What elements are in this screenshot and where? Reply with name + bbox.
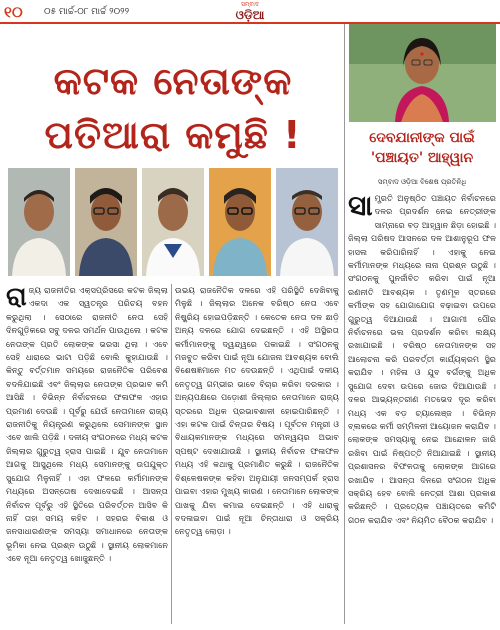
page-number: ୧୦ — [4, 3, 23, 21]
masthead-top: ସମ୍ବାଦ — [241, 1, 259, 8]
page-header — [0, 0, 500, 24]
side-headline-line-2: 'ପଞ୍ଚାୟତ' ଆହ୍ୱାନ — [370, 150, 474, 166]
main-story-column-1 — [6, 284, 168, 624]
masthead-main: ଓଡ଼ିଆ — [235, 8, 265, 22]
column-divider-1 — [171, 284, 172, 624]
masthead-logo — [222, 1, 278, 23]
leader-photo-4 — [209, 168, 271, 276]
column-divider-2 — [344, 24, 345, 624]
side-story-headline — [348, 128, 496, 168]
side-story-text: ମ୍ପ୍ରତି ଅନୁଷ୍ଠିତ ପଞ୍ଚାୟତ ନିର୍ବାଚନରେ ଦଳର ପ୍ରଦର୍ଶନ ନେଇ ନେତ୍ରୀଙ୍କ ସାମ୍ନାରେ ବଡ଼ ଆହ୍ୱାନ ଛିଡ଼ା ହୋଇଛି । ଜିଲ୍ଲା ପରିଷଦ ଆସନରେ ଦଳ ଆଶାନୁରୂପ ଫଳ ହାସଲ କରିପାରିନାହିଁ । ଏହାକୁ ନେଇ କର୍ମୀମାନଙ୍କ ମଧ୍ୟରେ ନାନା ପ୍ରଶ୍ନ ଉଠୁଛି । ସଂଗଠନକୁ ପୁନର୍ଜୀବିତ କରିବା ପାଇଁ ନୂଆ ରଣନୀତି ଆବଶ୍ୟକ । ତୃଣମୂଳ ସ୍ତରରେ କର୍ମୀଙ୍କ ସହ ଯୋଗାଯୋଗ ବଢ଼ାଇବା ଉପରେ ଗୁରୁତ୍ୱ ଦିଆଯାଉଛି । ଆଗାମୀ ପୌର ନିର୍ବାଚନରେ ଭଲ ପ୍ରଦର୍ଶନ କରିବା ଲକ୍ଷ୍ୟ ରଖାଯାଇଛି । ବରିଷ୍ଠ ନେତାମାନଙ୍କ ସହ ଆଲୋଚନା କରି ପରବର୍ତ୍ତୀ କାର୍ଯ୍ୟକ୍ରମ ସ୍ଥିର କରାଯିବ । ମହିଳା ଓ ଯୁବ ବର୍ଗଙ୍କୁ ଅଧିକ ସୁଯୋଗ ଦେବା ଉପରେ ଜୋର ଦିଆଯାଉଛି । ଦଳର ଆଭ୍ୟନ୍ତରୀଣ ମତଭେଦ ଦୂର କରିବା ମଧ୍ୟ ଏକ ବଡ଼ ଚ୍ୟାଲେଞ୍ଜ । ବିଭିନ୍ନ ବ୍ଲକରେ କର୍ମୀ ସମ୍ମିଳନୀ ଆୟୋଜନ କରାଯିବ । ଲୋକଙ୍କ ସମସ୍ୟାକୁ ନେଇ ଆନ୍ଦୋଳନ ଜାରି ରଖିବା ପାଇଁ ନିଷ୍ପତ୍ତି ନିଆଯାଇଛି । ସ୍ଥାନୀୟ ପ୍ରଶାସନର ବିଫଳତାକୁ ଲୋକଙ୍କ ଆଗରେ ରଖାଯିବ । ଆସନ୍ତା ଦିନରେ ସଂଗଠନ ଅଧିକ ସକ୍ରିୟ ହେବ ବୋଲି ନେତ୍ରୀ ଆଶା ପ୍ରକାଶ କରିଛନ୍ତି । ପ୍ରତ୍ୟେକ ପଞ୍ଚାୟତରେ କମିଟି ଗଠନ କରାଯିବ ଏବଂ ନିୟମିତ ବୈଠକ କରାଯିବ । — [348, 193, 496, 525]
leader-photo-2 — [75, 168, 137, 276]
main-story-text-1: ଜ୍ୟ ରାଜନୀତିର ଏକ୍ସପ୍ରିସରେ କଟକ ଜିଲ୍ଲା ଏକଦା ଏକ ସ୍ୱତନ୍ତ୍ର ପରିଚୟ ବହନ କରୁଥିଲା । ସେଠାରେ ରାଜନୀତି ନେତା ସେହି ଦିନଗୁଡ଼ିକରେ ସବୁ ଦଳର ସମର୍ଥନ ପାଉଥିଲେ । କଟକ ନେତାଙ୍କ ପ୍ରତି ଲୋକଙ୍କ ଭରସା ଥିଲା । ଏବେ ସେହି ଧାରାରେ ଭାଟା ପଡ଼ିଛି ବୋଲି କୁହାଯାଉଛି । କିନ୍ତୁ ବର୍ତ୍ତମାନ ସମୟରେ ରାଜନୈତିକ ପରିବେଶ ବଦଳିଯାଇଛି ଏବଂ ଜିଲ୍ଲାର ନେତାଙ୍କ ପ୍ରଭାବ କମି ଆସିଛି । ବିଭିନ୍ନ ନିର୍ବାଚନରେ ଫଳାଫଳ ଏହାର ପ୍ରମାଣ ଦେଉଛି । ପୂର୍ବରୁ ଯେଉଁ ନେତାମାନେ ରାଜ୍ୟ ରାଜନୀତିକୁ ନିୟନ୍ତ୍ରଣ କରୁଥିଲେ ସେମାନଙ୍କ ସ୍ଥାନ ଏବେ ଖାଲି ପଡ଼ିଛି । ଦଳୀୟ ସଂଗଠନରେ ମଧ୍ୟ କଟକ ଜିଲ୍ଲାର ଗୁରୁତ୍ୱ ହ୍ରାସ ପାଇଛି । ଯୁବ ନେତାମାନେ ଆଗକୁ ଆସୁଥିଲେ ମଧ୍ୟ ସେମାନଙ୍କୁ ଉପଯୁକ୍ତ ସୁଯୋଗ ମିଳୁନାହିଁ । ଏହା ଫଳରେ କର୍ମୀମାନଙ୍କ ମଧ୍ୟରେ ଅସନ୍ତୋଷ ଦେଖାଦେଇଛି । ଆସନ୍ତା ନିର୍ବାଚନ ପୂର୍ବରୁ ଏହି ସ୍ଥିତିରେ ପରିବର୍ତ୍ତନ ଆସିବ କି ନାହିଁ ତାହା ସମୟ କହିବ । ସହରର ବିକାଶ ଓ ଜନସାଧାରଣଙ୍କ ସମସ୍ୟା ସମାଧାନରେ ନେତାଙ୍କ ଭୂମିକା ନେଇ ପ୍ରଶ୍ନ ଉଠୁଛି । ସ୍ଥାନୀୟ ଲୋକମାନେ ଏବେ ନୂଆ ନେତୃତ୍ୱ ଖୋଜୁଛନ୍ତି । — [6, 285, 168, 564]
main-headline: କଟକ ନେତାଙ୍କ ପତିଆରା କମୁଛି ! — [44, 59, 302, 157]
side-headline-line-1: ଦେବଯାନୀଙ୍କ ପାଇଁ — [369, 130, 475, 146]
leader-photo-1 — [8, 168, 70, 276]
side-story-dropcap: ସା — [348, 192, 373, 222]
leader-photo-3 — [142, 168, 204, 276]
side-story-byline: ସମ୍ବାଦ ଓଡ଼ିଆ ବିଶେଷ ପ୍ରତିନିଧି — [377, 178, 467, 186]
leader-photo-5 — [276, 168, 338, 276]
side-story-photo — [349, 24, 496, 122]
leaders-photo-strip — [8, 168, 340, 278]
date-line: ୦୫ ମାର୍ଚ୍ଚ-୦୮ ମାର୍ଚ୍ଚ ୨୦୨୨ — [44, 7, 130, 17]
side-story-body — [348, 192, 496, 624]
main-story-column-2 — [175, 284, 339, 624]
main-story-dropcap: ରା — [6, 284, 27, 312]
main-story-text-2: ଉଭୟ ରାଜନୈତିକ ଦଳରେ ଏହି ପରିସ୍ଥିତି ଦେଖିବାକୁ ମିଳୁଛି । ଜିଲ୍ଲାର ଅନେକ ବରିଷ୍ଠ ନେତା ଏବେ ନିଷ୍କ୍ରିୟ ହୋଇପଡ଼ିଛନ୍ତି । କେତେକ ନେତା ଦଳ ଛାଡ଼ି ଅନ୍ୟ ଦଳରେ ଯୋଗ ଦେଇଛନ୍ତି । ଏହି ଅସ୍ଥିରତା କର୍ମୀମାନଙ୍କୁ ଦ୍ୱନ୍ଦ୍ୱରେ ପକାଇଛି । ସଂଗଠନକୁ ମଜବୁତ କରିବା ପାଇଁ ନୂଆ ଯୋଜନା ଆବଶ୍ୟକ ବୋଲି ବିଶେଷଜ୍ଞମାନେ ମତ ଦେଉଛନ୍ତି । ଏଥିପାଇଁ ଦଳୀୟ ନେତୃତ୍ୱ ଗମ୍ଭୀର ଭାବେ ବିଚାର କରିବା ଦରକାର । ଅନ୍ୟପକ୍ଷରେ ପଡ଼ୋଶୀ ଜିଲ୍ଲାର ନେତାମାନେ ରାଜ୍ୟ ସ୍ତରରେ ଅଧିକ ପ୍ରଭାବଶାଳୀ ହୋଇପାରିଛନ୍ତି । ଏହା କଟକ ପାଇଁ ଚିନ୍ତାର ବିଷୟ । ପୂର୍ବତନ ମନ୍ତ୍ରୀ ଓ ବିଧାୟକମାନଙ୍କ ମଧ୍ୟରେ ସମନ୍ୱୟର ଅଭାବ ସ୍ପଷ୍ଟ ଦେଖାଯାଉଛି । ସ୍ଥାନୀୟ ନିର୍ବାଚନ ଫଳାଫଳ ମଧ୍ୟ ଏହି କଥାକୁ ପ୍ରମାଣିତ କରୁଛି । ରାଜନୈତିକ ବିଶ୍ଳେଷକଙ୍କ କହିବା ଅନୁଯାୟୀ ଜନସମ୍ପର୍କ ହ୍ରାସ ପାଇବା ଏହାର ମୁଖ୍ୟ କାରଣ । ନେତାମାନେ ଲୋକଙ୍କ ପାଖକୁ ଯିବା କମାଇ ଦେଇଛନ୍ତି । ଏହି ଧାରାକୁ ବଦଳାଇବା ପାଇଁ ନୂଆ ଚିନ୍ତାଧାରା ଓ ସକ୍ରିୟ ନେତୃତ୍ୱ ଲୋଡ଼ା । — [175, 285, 339, 537]
